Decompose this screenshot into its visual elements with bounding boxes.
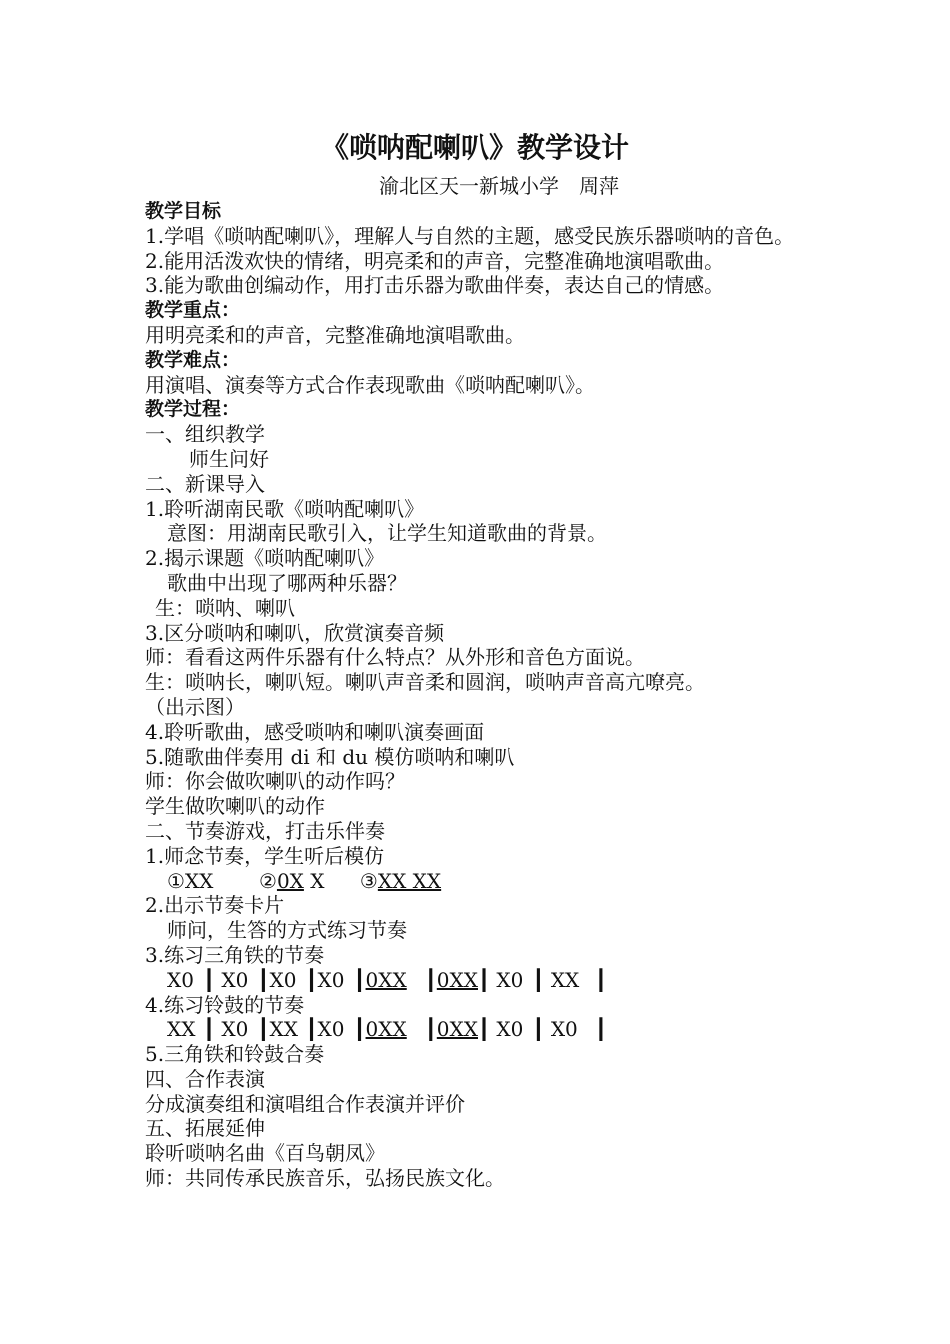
document-title: 《唢呐配喇叭》教学设计 [320,131,629,164]
section-4-title: 四、合作表演 [145,1066,265,1091]
section-5-line: 聆听唢呐名曲《百鸟朝凤》 [145,1141,385,1166]
section-2-line: 歌曲中出现了哪两种乐器？ [167,570,407,595]
section-2-line: （出示图） [145,694,245,719]
section-1-line: 师生问好 [189,446,269,471]
difficulty-text: 用演唱、演奏等方式合作表现歌曲《唢呐配喇叭》。 [145,372,595,397]
rhythm-cell: X0 [221,1017,249,1042]
process-heading: 教学过程： [145,398,241,421]
section-1-title: 一、组织教学 [145,422,265,447]
rhythm-cell: X0 [167,967,194,992]
section-3-line: 5.三角铁和铃鼓合奏 [145,1042,325,1067]
section-2-line: 生：唢呐长，喇叭短。喇叭声音柔和圆润，唢呐声音高亢嘹亮。 [145,670,705,695]
rhythm-cell: XX XX [377,868,442,893]
rhythm-cell: X [303,868,325,893]
objective-1: 1.学唱《唢呐配喇叭》，理解人与自然的主题，感受民族乐器唢呐的音色。 [145,223,795,248]
section-3-line: 师问，生答的方式练习节奏 [167,918,407,943]
section-3-line: 4.练习铃鼓的节奏 [145,992,305,1017]
objectives-heading: 教学目标 [145,200,222,222]
section-2-line: 5.随歌曲伴奏用 di 和 du 模仿唢呐和喇叭 [145,744,515,769]
tambourine-rhythm-row: XX ┃ X0 ┃XX ┃X0 ┃0XX ┃0XX┃ X0 ┃ X0 ┃ [167,1017,607,1042]
key-heading: 教学重点： [145,299,241,322]
section-3-line: 1.师念节奏，学生听后模仿 [145,843,385,868]
rhythm-cell: X0 [317,967,345,992]
section-4-line: 分成演奏组和演唱组合作表演并评价 [145,1091,465,1116]
section-2-line: 师：看看这两件乐器有什么特点？从外形和音色方面说。 [145,645,645,670]
rhythm-cell: ①XX [167,868,214,893]
rhythm-cell: 0XX [436,967,478,992]
rhythm-cell: 0XX [436,1017,478,1042]
rhythm-cell: X0 [496,967,524,992]
rhythm-cell: X0 [550,1017,578,1042]
rhythm-cell: ② [259,868,277,893]
rhythm-cell: XX [167,1017,196,1042]
objective-3: 3.能为歌曲创编动作，用打击乐器为歌曲伴奏，表达自己的情感。 [145,273,725,298]
rhythm-cell: 0XX [365,1017,407,1042]
document-body [145,199,825,1191]
rhythm-cell: X0 [269,967,297,992]
section-3-title: 二、节奏游戏，打击乐伴奏 [145,818,385,843]
section-3-line: 2.出示节奏卡片 [145,893,285,918]
section-2-line: 1.聆听湖南民歌《唢呐配喇叭》 [145,496,425,521]
section-2-line: 2.揭示课题《唢呐配喇叭》 [145,546,385,571]
rhythm-cell: XX [550,967,580,992]
section-2-line: 师：你会做吹喇叭的动作吗？ [145,769,405,794]
rhythm-cell: 0XX [365,967,407,992]
section-2-title: 二、新课导入 [145,471,265,496]
section-2-line: 4.聆听歌曲，感受唢呐和喇叭演奏画面 [145,719,485,744]
rhythm-cell: X0 [221,967,249,992]
section-2-line: 生：唢呐、喇叭 [155,595,295,620]
section-3-line: 3.练习三角铁的节奏 [145,942,325,967]
section-5-title: 五、拓展延伸 [145,1116,265,1141]
rhythm-cell: X0 [317,1017,345,1042]
section-5-line: 师：共同传承民族音乐，弘扬民族文化。 [145,1166,505,1191]
key-text: 用明亮柔和的声音，完整准确地演唱歌曲。 [145,322,525,347]
document-author: 渝北区天一新城小学 周萍 [379,174,619,198]
rhythm-cell: 0X [276,868,304,893]
triangle-rhythm-row: X0 ┃ X0 ┃X0 ┃X0 ┃0XX ┃0XX┃ X0 ┃ XX ┃ [167,967,607,992]
rhythm-imitation-row [145,869,825,894]
objective-2: 2.能用活泼欢快的情绪，明亮柔和的声音，完整准确地演唱歌曲。 [145,248,725,273]
section-2-line: 3.区分唢呐和喇叭，欣赏演奏音频 [145,620,445,645]
rhythm-cell: X0 [496,1017,524,1042]
section-2-line: 学生做吹喇叭的动作 [145,794,325,819]
rhythm-cell: ③ [359,868,378,893]
rhythm-cell: XX [269,1017,298,1042]
difficulty-heading: 教学难点： [145,348,241,371]
section-2-line: 意图：用湖南民歌引入，让学生知道歌曲的背景。 [167,521,607,546]
